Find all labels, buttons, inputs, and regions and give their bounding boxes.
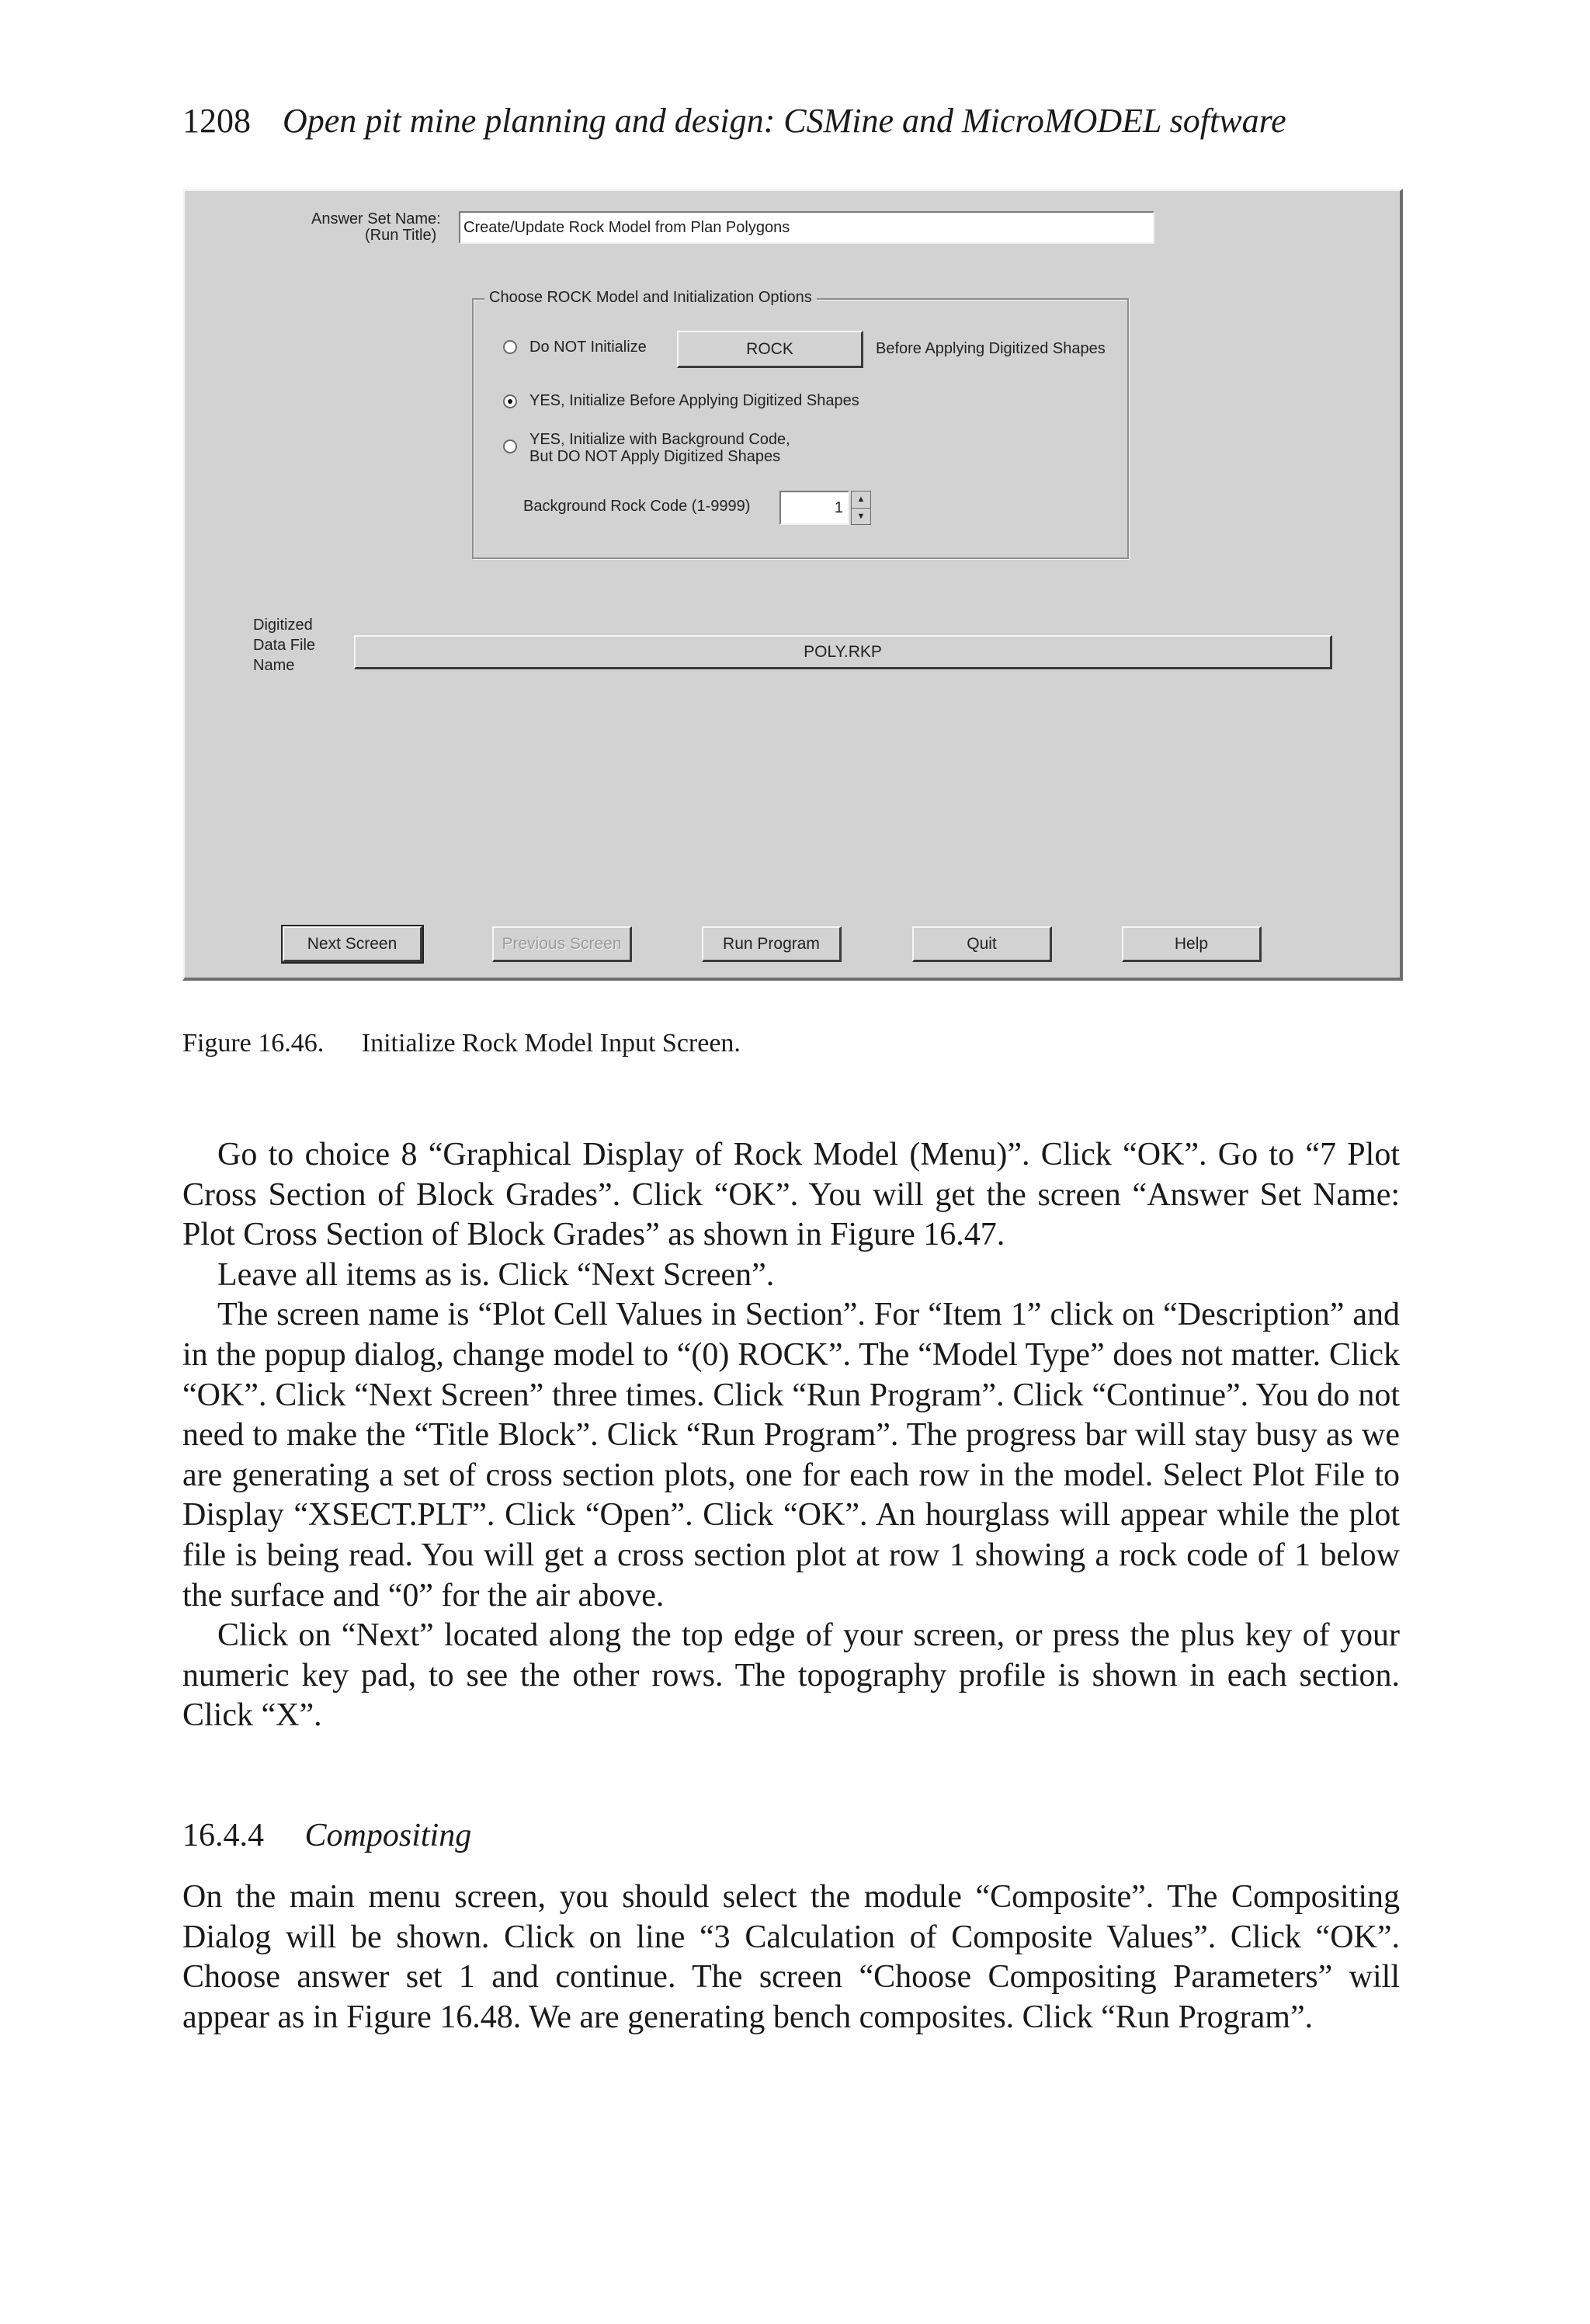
next-screen-button[interactable]: Next Screen [283,926,422,962]
paragraph: The screen name is “Plot Cell Values in Section”. For “Item 1” click on “Description” and in the popup dialog, change model to “(0) ROCK”. The “Model Type” does not matter. Click “OK”. Click “Next Screen” three times. Click “Run Program”. Click “Continue”. You do not need to make the “Title Block”. Click “Run Program”. The progress bar will stay busy as we are generating a set of cross section plots, one for each row in the model. Select Plot File to Display “XSECT.PLT”. Click “Open”. Click “OK”. An hourglass will appear while the plot file is being read. You will get a cross section plot at row 1 showing a rock code of 1 below the surface and “0” for the air above. [182,1297,1400,1614]
figure-number: Figure 16.46. [182,1029,325,1058]
digitized-file-button[interactable]: POLY.RKP [354,635,1332,669]
quit-button[interactable]: Quit [912,926,1052,962]
radio-yes-initialize[interactable] [503,394,517,408]
answer-set-input[interactable]: Create/Update Rock Model from Plan Polygons [459,211,1154,244]
page-number: 1208 [182,102,251,140]
radio-do-not-initialize[interactable] [503,340,517,354]
section-title: Compositing [304,1818,472,1853]
paragraph: Click on “Next” located along the top edge of your screen, or press the plus key of your numeric key pad, to see the other rows. The topography profile is shown in each section. Click “X”. [182,1617,1400,1734]
running-title: Open pit mine planning and design: CSMine and MicroMODEL software [283,102,1286,140]
rock-model-dialog-screenshot [182,189,1403,981]
digitized-label-line3: Name [253,657,295,674]
paragraph: On the main menu screen, you should select the module “Composite”. The Compositing Dialog will be shown. Click on line “3 Calculation of Composite Values”. Click “OK”. Choose answer set 1 and continue. The screen “Choose Compositing Parameters” will appear as in Figure 16.48. We are generating bench composites. Click “Run Program”. [182,1879,1400,2035]
figure-caption-text: Initialize Rock Model Input Screen. [361,1029,741,1058]
option-background-line1: YES, Initialize with Background Code, [529,431,790,448]
run-program-button[interactable]: Run Program [702,926,842,962]
paragraph: Leave all items as is. Click “Next Screen”. [217,1256,775,1293]
rock-button[interactable]: ROCK [677,331,863,368]
help-button[interactable]: Help [1122,926,1262,962]
before-applying-label: Before Applying Digitized Shapes [876,340,1106,357]
spin-down-icon[interactable]: ▼ [856,512,866,521]
section-body [182,1878,1400,2037]
running-header [182,101,1286,141]
group-title: Choose ROCK Model and Initialization Options [484,289,817,307]
background-code-input[interactable]: 1 [779,491,849,525]
body-text-block [182,1135,1400,1736]
radio-yes-background-code[interactable] [503,439,517,453]
digitized-label-line1: Digitized [253,617,313,634]
digitized-label-line2: Data File [253,637,316,654]
background-code-label: Background Rock Code (1-9999) [523,498,751,515]
paragraph: Go to choice 8 “Graphical Display of Rock Model (Menu)”. Click “OK”. Go to “7 Plot Cross Section of Block Grades”. Click “OK”. You will get the screen “Answer Set Name: Plot Cross Section of Block Grades” as shown in Figure 16.47. [182,1137,1400,1253]
figure-caption [182,1029,741,1058]
previous-screen-button[interactable]: Previous Screen [492,926,632,962]
background-code-spinner[interactable] [851,491,871,525]
spin-up-icon[interactable]: ▲ [852,492,870,509]
section-number: 16.4.4 [182,1818,264,1853]
run-title-label: (Run Title) [365,227,437,244]
answer-set-label: Answer Set Name: [311,210,441,228]
option-background-line2: But DO NOT Apply Digitized Shapes [529,448,781,465]
option-do-not-initialize-label: Do NOT Initialize [529,339,647,356]
section-heading [182,1817,471,1854]
option-yes-initialize-label: YES, Initialize Before Applying Digitized Shapes [529,392,859,409]
